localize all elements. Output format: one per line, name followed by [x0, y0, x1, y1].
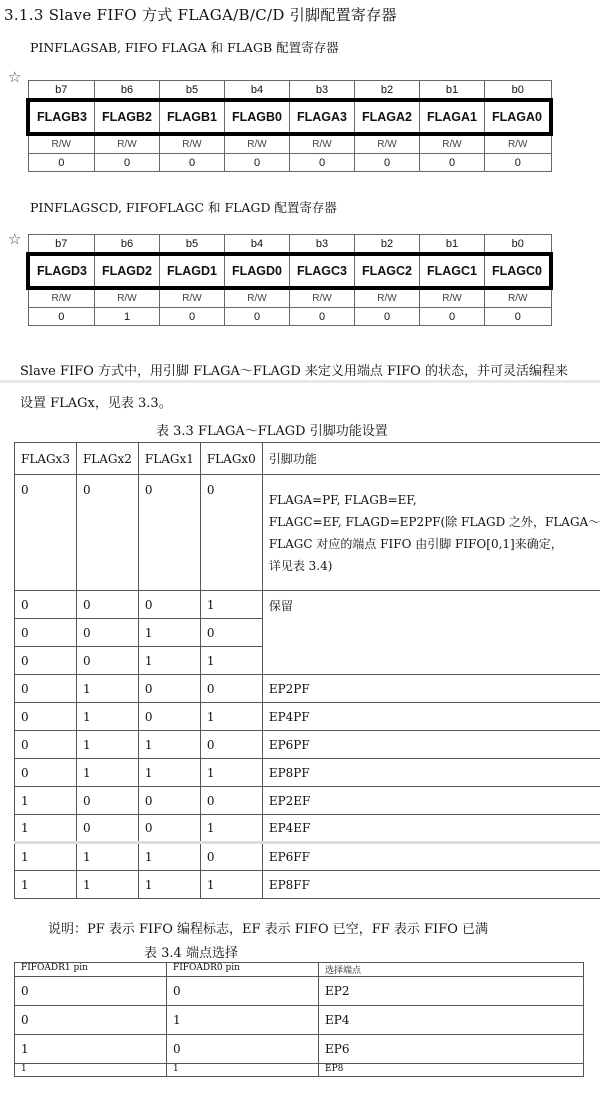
table-3-3: [14, 442, 600, 899]
access-mode: R/W: [225, 288, 290, 308]
access-mode: R/W: [355, 288, 420, 308]
bit-label: b7: [28, 235, 95, 255]
bit-label: b3: [290, 235, 355, 255]
table-cell: 1: [15, 1035, 167, 1064]
header-cell: FLAGx3: [15, 443, 77, 475]
bit-cell: 0: [138, 591, 200, 619]
bit-label: b1: [420, 81, 485, 101]
flag-name: FLAGB2: [95, 100, 160, 134]
access-row: [28, 134, 551, 154]
name-row: [28, 254, 551, 288]
bit-cell: 1: [138, 647, 200, 675]
table-row: [15, 731, 600, 759]
desc-line: FLAGC=EF, FLAGD=EP2PF(除 FLAGD 之外，FLAGA～: [268, 514, 600, 529]
bit-cell: 0: [200, 787, 262, 815]
bit-cell: 1: [76, 731, 138, 759]
flag-name: FLAGD0: [225, 254, 290, 288]
header-cell: 选择端点: [319, 963, 584, 977]
bit-cell: 0: [15, 731, 77, 759]
bit-row: [28, 81, 551, 101]
table-row: [15, 703, 600, 731]
bit-cell: 1: [138, 619, 200, 647]
table-row: [15, 1035, 584, 1064]
table-row: [15, 843, 600, 871]
default-value: 0: [485, 308, 552, 326]
access-mode: R/W: [420, 134, 485, 154]
reg2-title: PINFLAGSCD, FIFOFLAGC 和 FLAGD 配置寄存器: [30, 200, 337, 215]
bit-cell: 1: [200, 815, 262, 843]
default-value: 0: [485, 154, 552, 172]
flag-name: FLAGA1: [420, 100, 485, 134]
bit-cell: 1: [76, 871, 138, 899]
reg1-title: PINFLAGSAB, FIFO FLAGA 和 FLAGB 配置寄存器: [30, 40, 339, 55]
bit-cell: 1: [200, 647, 262, 675]
table-row: [15, 475, 600, 591]
function-cell: EP4EF: [262, 815, 600, 843]
table-3-4: [14, 962, 584, 1077]
bit-cell: 1: [15, 787, 77, 815]
default-value: 0: [420, 154, 485, 172]
bit-label: b5: [160, 81, 225, 101]
bit-cell: 0: [15, 759, 77, 787]
bit-cell: 0: [76, 591, 138, 619]
flag-name: FLAGA2: [355, 100, 420, 134]
flag-name: FLAGC3: [290, 254, 355, 288]
bit-row: [28, 235, 551, 255]
bit-cell: 1: [200, 591, 262, 619]
flag-name: FLAGB0: [225, 100, 290, 134]
default-value: 0: [355, 154, 420, 172]
table-cell: EP8: [319, 1064, 584, 1077]
bit-cell: 0: [200, 619, 262, 647]
access-mode: R/W: [95, 134, 160, 154]
bit-cell: 1: [76, 675, 138, 703]
header-cell: FLAGx1: [138, 443, 200, 475]
bit-label: b6: [95, 235, 160, 255]
bit-cell: 0: [76, 475, 138, 591]
function-cell: EP2PF: [262, 675, 600, 703]
bit-label: b0: [485, 235, 552, 255]
table-row: [15, 759, 600, 787]
flag-name: FLAGA3: [290, 100, 355, 134]
desc-line: 详见表 3.4): [268, 558, 333, 573]
star-icon: ☆: [8, 68, 22, 86]
scan-seam: [0, 380, 600, 383]
table-cell: EP4: [319, 1006, 584, 1035]
paragraph-line-1: Slave FIFO 方式中，用引脚 FLAGA～FLAGD 来定义用端点 FIFO 的状态，并可灵活编程来: [20, 364, 568, 379]
bit-cell: 0: [15, 619, 77, 647]
bit-cell: 0: [200, 475, 262, 591]
flag-name: FLAGD2: [95, 254, 160, 288]
header-cell: FIFOADR0 pin: [167, 963, 319, 977]
register-table-ab: [26, 80, 553, 172]
function-cell: EP6FF: [262, 843, 600, 871]
default-value: 0: [355, 308, 420, 326]
table34-caption: 表 3.4 端点选择: [144, 946, 238, 961]
function-cell: EP4PF: [262, 703, 600, 731]
access-mode: R/W: [225, 134, 290, 154]
function-cell: EP8PF: [262, 759, 600, 787]
function-cell: EP2EF: [262, 787, 600, 815]
bit-cell: 0: [138, 703, 200, 731]
bit-cell: 1: [76, 759, 138, 787]
default-value: 0: [28, 154, 95, 172]
access-mode: R/W: [485, 288, 552, 308]
header-cell: FLAGx2: [76, 443, 138, 475]
table33-header-row: [15, 443, 600, 475]
default-value: 0: [28, 308, 95, 326]
access-mode: R/W: [420, 288, 485, 308]
bit-label: b2: [355, 235, 420, 255]
flag-name: FLAGC0: [485, 254, 552, 288]
bit-cell: 1: [138, 731, 200, 759]
section-heading: 3.1.3 Slave FIFO 方式 FLAGA/B/C/D 引脚配置寄存器: [4, 6, 397, 24]
bit-cell: 1: [200, 759, 262, 787]
table-row: [15, 815, 600, 843]
default-value: 0: [290, 308, 355, 326]
access-mode: R/W: [290, 134, 355, 154]
bit-cell: 0: [200, 843, 262, 871]
table-row: [15, 1006, 584, 1035]
bit-cell: 1: [138, 871, 200, 899]
bit-cell: 1: [15, 815, 77, 843]
function-description: [262, 475, 600, 591]
default-value: 0: [160, 154, 225, 172]
default-value: 0: [95, 154, 160, 172]
bit-label: b1: [420, 235, 485, 255]
function-cell: EP6PF: [262, 731, 600, 759]
flag-name: FLAGA0: [485, 100, 552, 134]
table33-caption: 表 3.3 FLAGA～FLAGD 引脚功能设置: [156, 424, 388, 439]
bit-cell: 0: [15, 475, 77, 591]
default-value: 0: [225, 154, 290, 172]
default-row: [28, 154, 551, 172]
access-mode: R/W: [485, 134, 552, 154]
reserved-cell: 保留: [262, 591, 600, 675]
access-mode: R/W: [355, 134, 420, 154]
table-cell: 0: [167, 977, 319, 1006]
bit-label: b3: [290, 81, 355, 101]
table-cell: 0: [167, 1035, 319, 1064]
function-cell: EP8FF: [262, 871, 600, 899]
bit-cell: 1: [76, 703, 138, 731]
bit-cell: 1: [15, 871, 77, 899]
flag-name: FLAGB1: [160, 100, 225, 134]
bit-cell: 0: [15, 703, 77, 731]
access-mode: R/W: [290, 288, 355, 308]
bit-cell: 1: [200, 703, 262, 731]
table-cell: 1: [15, 1064, 167, 1077]
table-cell: 1: [167, 1064, 319, 1077]
bit-cell: 0: [76, 647, 138, 675]
table33-note: 说明：PF 表示 FIFO 编程标志，EF 表示 FIFO 已空，FF 表示 FIFO 已满: [48, 922, 489, 937]
table-cell: 0: [15, 977, 167, 1006]
access-mode: R/W: [160, 134, 225, 154]
bit-label: b7: [28, 81, 95, 101]
bit-cell: 1: [76, 843, 138, 871]
table-cell: 1: [167, 1006, 319, 1035]
flag-name: FLAGB3: [28, 100, 95, 134]
bit-cell: 0: [76, 787, 138, 815]
bit-cell: 0: [76, 619, 138, 647]
table-row: [15, 591, 600, 619]
bit-cell: 0: [76, 815, 138, 843]
bit-cell: 1: [15, 843, 77, 871]
access-mode: R/W: [160, 288, 225, 308]
bit-cell: 0: [138, 815, 200, 843]
default-value: 1: [95, 308, 160, 326]
name-row: [28, 100, 551, 134]
table-cell: EP2: [319, 977, 584, 1006]
default-row: [28, 308, 551, 326]
table-row: [15, 675, 600, 703]
star-icon: ☆: [8, 230, 22, 248]
paragraph-line-2: 设置 FLAGx，见表 3.3。: [20, 396, 172, 411]
access-mode: R/W: [95, 288, 160, 308]
default-value: 0: [290, 154, 355, 172]
bit-label: b2: [355, 81, 420, 101]
bit-cell: 0: [15, 675, 77, 703]
default-value: 0: [225, 308, 290, 326]
bit-label: b6: [95, 81, 160, 101]
flag-name: FLAGC2: [355, 254, 420, 288]
bit-label: b4: [225, 235, 290, 255]
default-value: 0: [420, 308, 485, 326]
flag-name: FLAGD1: [160, 254, 225, 288]
table-row: [15, 1064, 584, 1077]
bit-cell: 0: [138, 475, 200, 591]
register-table-cd: [26, 234, 553, 326]
table34-header-row: [15, 963, 584, 977]
flag-name: FLAGD3: [28, 254, 95, 288]
bit-cell: 0: [200, 675, 262, 703]
bit-cell: 0: [15, 591, 77, 619]
bit-cell: 0: [138, 787, 200, 815]
bit-cell: 0: [15, 647, 77, 675]
access-mode: R/W: [28, 134, 95, 154]
access-row: [28, 288, 551, 308]
bit-cell: 1: [200, 871, 262, 899]
flag-name: FLAGC1: [420, 254, 485, 288]
table-row: [15, 977, 584, 1006]
desc-line: FLAGC 对应的端点 FIFO 由引脚 FIFO[0,1]来确定，: [268, 536, 563, 551]
bit-cell: 1: [138, 759, 200, 787]
bit-cell: 1: [138, 843, 200, 871]
table-cell: 0: [15, 1006, 167, 1035]
bit-label: b4: [225, 81, 290, 101]
bit-cell: 0: [138, 675, 200, 703]
header-cell: FLAGx0: [200, 443, 262, 475]
access-mode: R/W: [28, 288, 95, 308]
bit-label: b5: [160, 235, 225, 255]
bit-label: b0: [485, 81, 552, 101]
header-cell: FIFOADR1 pin: [15, 963, 167, 977]
table-cell: EP6: [319, 1035, 584, 1064]
desc-line: FLAGA=PF, FLAGB=EF,: [268, 492, 417, 507]
bit-cell: 0: [200, 731, 262, 759]
header-cell: 引脚功能: [262, 443, 600, 475]
table-row: [15, 787, 600, 815]
default-value: 0: [160, 308, 225, 326]
table-row: [15, 871, 600, 899]
